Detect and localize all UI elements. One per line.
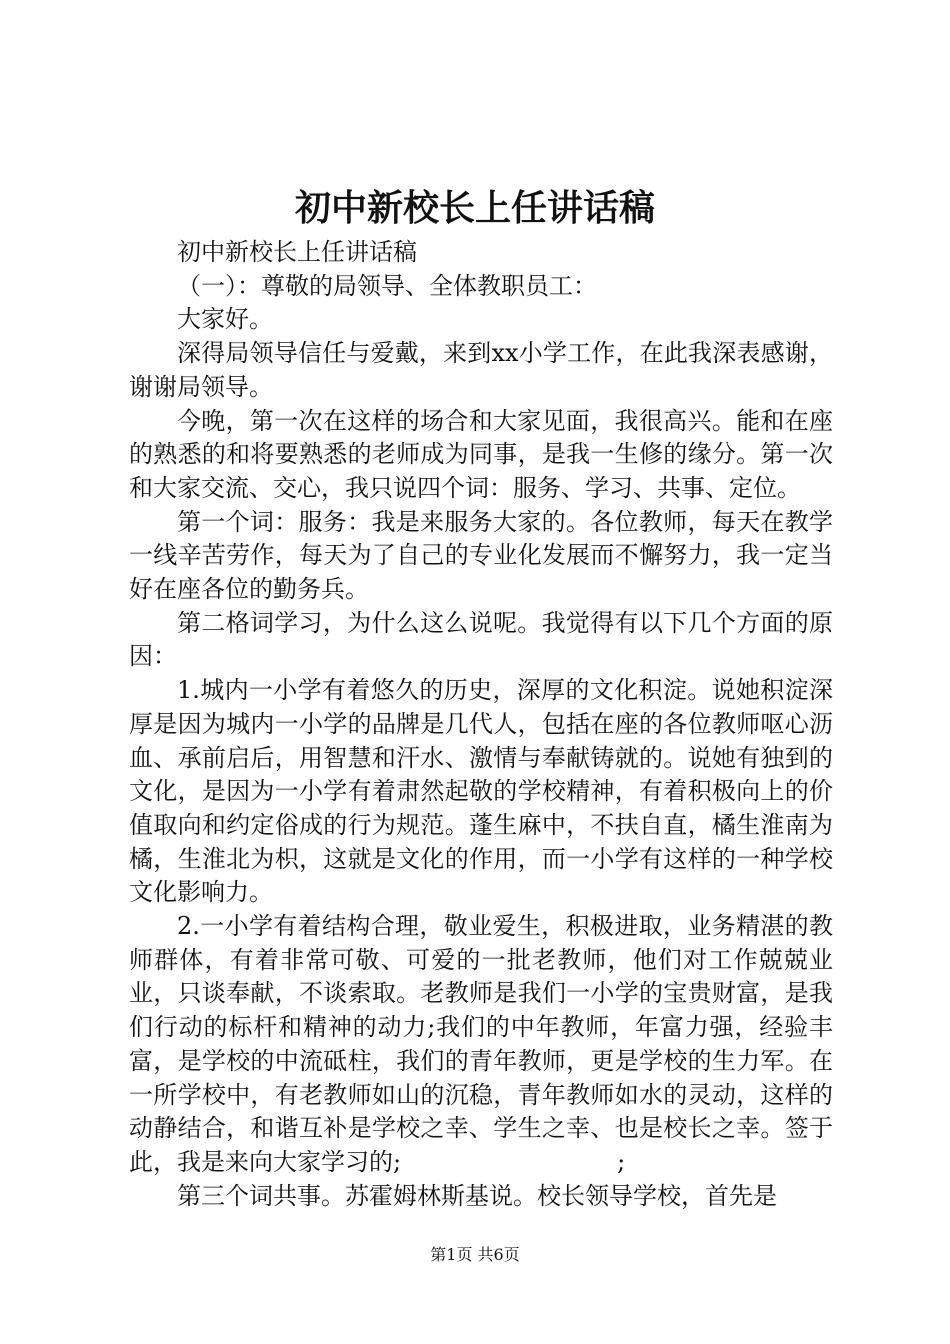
paragraph-point-1: 1.城内一小学有着悠久的历史，深厚的文化积淀。说她积淀深厚是因为城内一小学的品牌是几代人，包括在座的各位教师呕心沥血、承前启后，用智慧和汗水、激情与奉献铸就的。说她有独到的文化，是因为一小学有着肃然起敬的学校精神，有着积极向上的价值取向和约定俗成的行为规范。蓬生麻中，不扶自直，橘生淮南为橘，生淮北为枳，这就是文化的作用，而一小学有这样的一种学校文化影响力。: [129, 676, 833, 907]
paragraph-learning: 第二格词学习，为什么这么说呢。我觉得有以下几个方面的原因：: [129, 608, 833, 671]
paragraph-salutation: （一）：尊敬的局领导、全体教职员工：: [177, 271, 597, 300]
paragraph-point-2: 2.一小学有着结构合理，敬业爱生，积极进取，业务精湛的教师群体，有着非常可敬、可爱的一批老教师，他们对工作兢兢业业，只谈奉献，不谈索取。老教师是我们一小学的宝贵财富，是我们行动的标杆和精神的动力;我们的中年教师，年富力强，经验丰富，是学校的中流砥柱，我们的青年教师，更是学校的生力军。在一所学校中，有老教师如山的沉稳，青年教师如水的灵动，这样的动静结合，和谐互补是学校之幸、学生之幸、也是校长之幸。签于此，我是来向大家学习的; ;: [129, 912, 833, 1176]
paragraph-subtitle: 初中新校长上任讲话稿: [177, 238, 417, 266]
page-footer: 第1页 共6页: [430, 1245, 520, 1264]
document-title: 初中新校长上任讲话稿: [294, 187, 655, 229]
document-body: [129, 236, 833, 1213]
paragraph-cooperation: 第三个词共事。苏霍姆林斯基说。校长领导学校，首先是: [177, 1181, 777, 1210]
paragraph-thanks: 深得局领导信任与爱戴，来到xx小学工作，在此我深表感谢，谢谢局领导。: [129, 339, 833, 401]
paragraph-service: 第一个词：服务：我是来服务大家的。各位教师，每天在教学一线辛苦劳作，每天为了自己的专业化发展而不懈努力，我一定当好在座各位的勤务兵。: [129, 507, 833, 604]
paragraph-intro: 今晚，第一次在这样的场合和大家见面，我很高兴。能和在座的熟悉的和将要熟悉的老师成为同事，是我一生修的缘分。第一次和大家交流、交心，我只说四个词：服务、学习、共事、定位。: [129, 406, 833, 502]
paragraph-greeting: 大家好。: [177, 305, 273, 334]
